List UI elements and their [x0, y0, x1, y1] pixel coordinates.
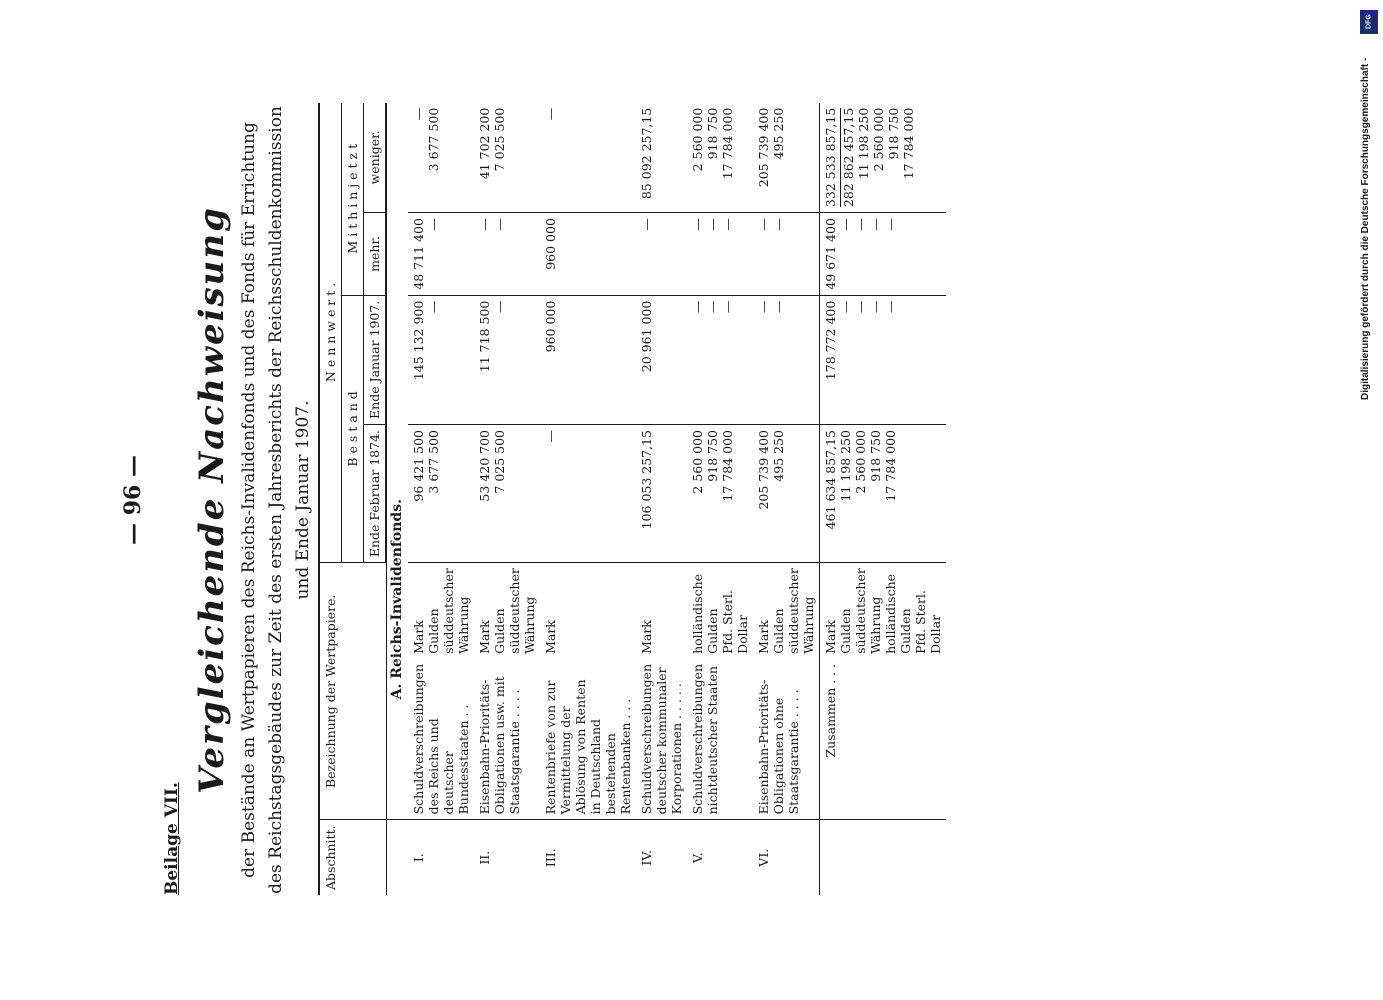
- header-bezeichnung: Bezeichnung der Wertpapiere.: [319, 563, 386, 820]
- total-value: 461 634 857,15: [823, 429, 838, 530]
- weniger-cell: [636, 103, 687, 213]
- total-weniger-cell: [820, 103, 947, 213]
- value: —: [690, 218, 705, 231]
- weniger-cell: [540, 103, 636, 213]
- value: —: [426, 300, 441, 314]
- value: —: [492, 218, 507, 231]
- bestand-1907-cell: [540, 295, 636, 424]
- total-mehr-cell: [820, 213, 947, 296]
- bestand-1874-cell: [636, 424, 687, 562]
- total-value: 17 784 000: [901, 107, 916, 180]
- mehr-cell: [540, 213, 636, 296]
- total-value: 17 784 000: [883, 429, 898, 502]
- bestand-1907-cell: [753, 295, 820, 424]
- currency-label: holländische Gulden: [883, 573, 913, 654]
- row-bezeichnung: Eisenbahn-Prioritäts-Obligationen ohne Staatsgarantie . . . .: [753, 659, 820, 820]
- row-bezeichnung: Rentenbriefe von zur Vermittelung der Ablösung von Renten in Deutschland bestehenden Rentenbanken . . .: [540, 659, 636, 820]
- weniger-cell: [687, 103, 753, 213]
- page-number: — 96 —: [120, 455, 146, 545]
- mehr-cell: [753, 213, 820, 296]
- value: —: [477, 218, 492, 231]
- header-1907: Ende Januar 1907.: [364, 295, 387, 424]
- bestand-1907-cell: [636, 295, 687, 424]
- total-abschnitt: [820, 820, 947, 895]
- row-abschnitt: III.: [543, 848, 558, 868]
- table-row: [474, 103, 540, 895]
- total-value: 178 772 400: [823, 300, 838, 381]
- subtitle-line: und Ende Januar 1907.: [293, 400, 313, 600]
- total-value: 918 750: [886, 107, 901, 160]
- value: 495 250: [771, 107, 786, 160]
- mehr-cell: [474, 213, 540, 296]
- value: 918 750: [705, 429, 720, 482]
- value: —: [756, 218, 771, 231]
- currency-label: Gulden süddeutscher Währung: [771, 568, 816, 654]
- total-value: —: [883, 300, 898, 314]
- total-value: —: [838, 300, 853, 314]
- mehr-cell: [636, 213, 687, 296]
- table-row: [408, 103, 474, 895]
- dfg-logo: DFG: [1360, 10, 1378, 34]
- value: 918 750: [705, 107, 720, 160]
- currency-label: Dollar: [928, 614, 943, 654]
- row-abschnitt: II.: [477, 850, 492, 865]
- scanned-page: [110, 105, 1383, 895]
- row-currency: [753, 563, 820, 659]
- value: —: [771, 300, 786, 314]
- currency-label: Mark: [756, 620, 771, 654]
- value: 960 000: [543, 300, 558, 353]
- total-value: 2 560 000: [871, 107, 886, 172]
- credit-text: Digitalisierung gefördert durch die Deutsche Forschungsgemeinschaft -: [1360, 57, 1371, 400]
- value: 20 961 000: [639, 300, 654, 373]
- weniger-cell: [408, 103, 474, 213]
- page-subtitle: [236, 105, 317, 895]
- header-nennwert: N e n n w e r t .: [319, 103, 342, 563]
- currency-label: Mark: [411, 620, 426, 654]
- value: 11 718 500: [477, 300, 492, 373]
- currency-label: Gulden süddeutscher Währung: [426, 568, 471, 654]
- row-currency: [540, 563, 636, 659]
- table-row: [753, 103, 820, 895]
- subtitle-line: der Bestände an Wertpapieren des Reichs-Invalidenfonds und des Fonds für Errichtung: [239, 122, 259, 878]
- total-value: —: [838, 218, 853, 231]
- row-abschnitt: V.: [690, 852, 705, 864]
- total-value: 49 671 400: [823, 218, 838, 290]
- table-body: [386, 103, 946, 895]
- total-label: Zusammen . . .: [820, 659, 947, 820]
- weniger-cell: [474, 103, 540, 213]
- currency-label: Mark: [823, 620, 838, 654]
- total-value: 2 560 000: [853, 429, 868, 494]
- row-currency: [687, 563, 753, 659]
- total-currency: [820, 563, 947, 659]
- total-value: —: [853, 218, 868, 231]
- bestand-1874-cell: [474, 424, 540, 562]
- value: —: [690, 300, 705, 314]
- total-value: —: [868, 300, 883, 314]
- bestand-1907-cell: [474, 295, 540, 424]
- header-mehr: mehr.: [364, 213, 387, 296]
- currency-label: Mark: [477, 620, 492, 654]
- value: —: [411, 107, 426, 121]
- total-row: [820, 103, 947, 895]
- value: 145 132 900: [411, 300, 426, 381]
- appendix-label: Beilage VII.: [162, 782, 182, 895]
- table-row: [540, 103, 636, 895]
- total-value: —: [868, 218, 883, 231]
- total-value: 918 750: [868, 429, 883, 482]
- currency-label: Gulden süddeutscher Währung: [492, 568, 537, 654]
- currency-label: Pfd. Sterl.: [720, 590, 735, 654]
- row-currency: [408, 563, 474, 659]
- value: —: [543, 107, 558, 121]
- value: 7 025 500: [492, 429, 507, 494]
- value: 495 250: [771, 429, 786, 482]
- row-currency: [474, 563, 540, 659]
- value: 41 702 200: [477, 107, 492, 180]
- total-value: —: [883, 218, 898, 231]
- mehr-cell: [408, 213, 474, 296]
- row-currency: [636, 563, 687, 659]
- header-1874: Ende Februar 1874.: [364, 424, 387, 562]
- value: 7 025 500: [492, 107, 507, 172]
- header-bestand: B e s t a n d: [342, 295, 364, 562]
- value: —: [492, 300, 507, 314]
- bestand-1874-cell: [687, 424, 753, 562]
- row-bezeichnung: Eisenbahn-Prioritäts-Obligationen usw. mit Staatsgarantie . . . .: [474, 659, 540, 820]
- value: —: [756, 300, 771, 314]
- value: 205 739 400: [756, 429, 771, 510]
- header-weniger: weniger.: [364, 103, 387, 213]
- value: —: [771, 218, 786, 231]
- page-title: Vergleichende Nachweisung: [192, 206, 232, 794]
- currency-label: Mark: [543, 620, 558, 654]
- value: 3 677 500: [426, 429, 441, 494]
- value: —: [705, 218, 720, 231]
- bestand-1874-cell: [540, 424, 636, 562]
- value: 17 784 000: [720, 429, 735, 502]
- value: 96 421 500: [411, 429, 426, 502]
- row-abschnitt: IV.: [639, 849, 654, 866]
- value: —: [720, 300, 735, 314]
- value: 48 711 400: [411, 218, 426, 290]
- currency-label: holländische Gulden: [690, 573, 720, 654]
- table-row: [636, 103, 687, 895]
- header-abschnitt: Abschnitt.: [319, 820, 386, 895]
- currency-label: Gulden süddeutscher Währung: [838, 568, 883, 654]
- row-bezeichnung: Schuldverschreibungen des Reichs und deutscher Bundesstaaten . .: [408, 659, 474, 820]
- total-value: 11 198 250: [838, 429, 853, 502]
- total-bestand-1907-cell: [820, 295, 947, 424]
- value: 2 560 000: [690, 107, 705, 172]
- value: 2 560 000: [690, 429, 705, 494]
- total-value: —: [853, 300, 868, 314]
- value: —: [639, 218, 654, 231]
- value: 3 677 500: [426, 107, 441, 172]
- total-bestand-1874-cell: [820, 424, 947, 562]
- row-bezeichnung: Schuldverschreibungen deutscher kommunaler Korporationen . . . . .: [636, 659, 687, 820]
- value: 106 053 257,15: [639, 429, 654, 530]
- comparison-table: [318, 103, 946, 895]
- value: —: [720, 218, 735, 231]
- value: 960 000: [543, 218, 558, 270]
- section-title: A. Reichs-Invalidenfonds.: [386, 103, 408, 820]
- table-row: [687, 103, 753, 895]
- row-abschnitt: VI.: [756, 848, 771, 867]
- bestand-1874-cell: [408, 424, 474, 562]
- currency-label: Dollar: [735, 614, 750, 654]
- value: —: [426, 218, 441, 231]
- total-value: 11 198 250: [856, 107, 871, 180]
- mehr-cell: [687, 213, 753, 296]
- row-abschnitt: I.: [411, 853, 426, 863]
- value: 205 739 400: [756, 107, 771, 188]
- bestand-1907-cell: [408, 295, 474, 424]
- bestand-1874-cell: [753, 424, 820, 562]
- currency-label: Pfd. Sterl.: [913, 590, 928, 654]
- net-weniger-value: 282 862 457,15: [841, 107, 856, 208]
- weniger-cell: [753, 103, 820, 213]
- subtitle-line: des Reichstagsgebäudes zur Zeit des ersten Jahresberichts der Reichsschuldenkommission: [266, 106, 286, 894]
- value: 17 784 000: [720, 107, 735, 180]
- bestand-1907-cell: [687, 295, 753, 424]
- value: —: [705, 300, 720, 314]
- total-value: 332 533 857,15: [823, 107, 838, 208]
- currency-label: Mark: [639, 620, 654, 654]
- value: —: [543, 429, 558, 443]
- header-mithin: M i t h i n j e t z t: [342, 103, 364, 295]
- value: 53 420 700: [477, 429, 492, 502]
- row-bezeichnung: Schuldverschreibungen nichtdeutscher Staaten: [687, 659, 753, 820]
- value: 85 092 257,15: [639, 107, 654, 200]
